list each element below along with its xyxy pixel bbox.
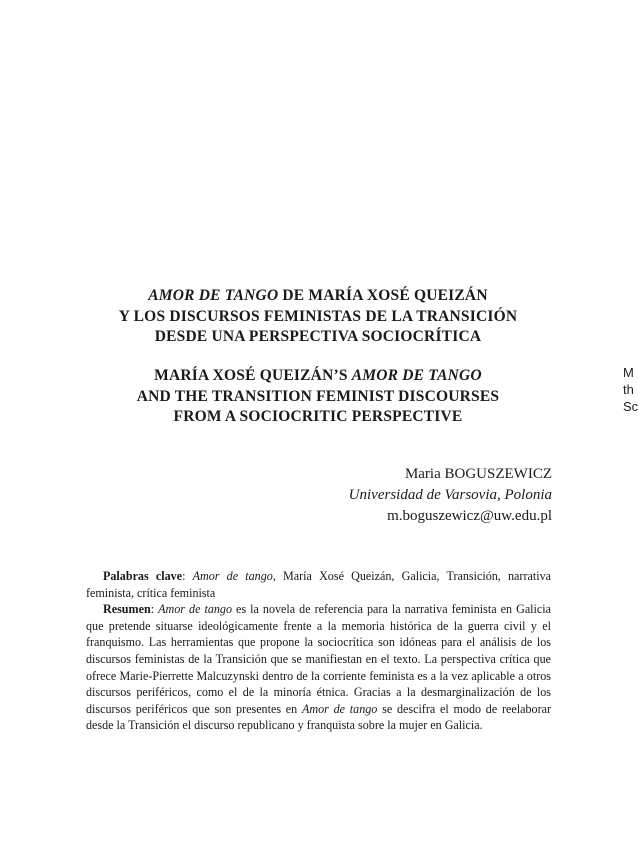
- title-en-line-1-prefix: MARÍA XOSÉ QUEIZÁN’S: [154, 367, 352, 384]
- keywords-paragraph: [86, 568, 551, 601]
- resumen-text-1: es la novela de referencia para la narrativa feminista en Galicia que pretende situarse ideológicamente frente a la memoria histórica de la guerra civil y el franquismo. Las herramientas que propone la sociocrítica son idóneas para el análisis de los discursos feministas de la Transición que se manifiestan en el texto. La perspectiva crítica que ofrece Marie-Pierrette Malcuzynski dentro de la corriente feminista es a la vez aplicable a otros discursos periféricos, como el de la minoría étnica. Gracias a la desmarginalización de los discursos periféricos que son presentes en: [86, 602, 551, 716]
- author-block: [349, 464, 552, 527]
- title-es-line-1: [80, 286, 556, 307]
- resumen-paragraph: [86, 601, 551, 734]
- title-english: [80, 366, 556, 428]
- author-name: Maria BOGUSZEWICZ: [404, 466, 552, 482]
- resumen-sep: :: [150, 602, 159, 617]
- resumen-text-2: se descifra el modo de reelaborar desde la Transición el discurso republicano y franquista sobre la mujer en Galicia.: [86, 701, 551, 733]
- resumen-italic-1: Amor de tango: [158, 602, 233, 617]
- title-en-line-2: AND THE TRANSITION FEMINIST DISCOURSES: [136, 387, 500, 405]
- title-es-line-3: DESDE UNA PERSPECTIVA SOCIOCRÍTICA: [154, 328, 482, 345]
- keywords-italic: Amor de tango: [192, 569, 273, 583]
- resumen-label: Resumen: [103, 602, 151, 617]
- abstract-section: [86, 568, 551, 734]
- keywords-sep: :: [182, 569, 193, 583]
- author-affiliation: Universidad de Varsovia, Polonia: [348, 487, 552, 503]
- author-email[interactable]: m.boguszewicz@uw.edu.pl: [387, 508, 552, 524]
- keywords-text: , María Xosé Queizán, Galicia, Transición, narrativa feminista, crítica feminista: [86, 569, 551, 600]
- title-en-line-1: [80, 366, 556, 387]
- resumen-italic-2: Amor de tango: [301, 701, 378, 716]
- title-es-line-1-rest: DE MARÍA XOSÉ QUEIZÁN: [278, 287, 488, 304]
- adjacent-page-fragment: [623, 364, 638, 415]
- fragment-line-1: M: [623, 365, 634, 380]
- title-en-line-3: FROM A SOCIOCRITIC PERSPECTIVE: [173, 408, 463, 425]
- fragment-line-3: Sc: [623, 399, 638, 414]
- title-spanish: [80, 286, 556, 348]
- title-es-line-2: Y LOS DISCURSOS FEMINISTAS DE LA TRANSICIÓN: [118, 307, 518, 325]
- fragment-line-2: th: [623, 382, 634, 397]
- keywords-label: Palabras clave: [103, 569, 183, 583]
- title-en-italic: AMOR DE TANGO: [351, 367, 482, 384]
- title-es-italic: AMOR DE TANGO: [148, 287, 279, 304]
